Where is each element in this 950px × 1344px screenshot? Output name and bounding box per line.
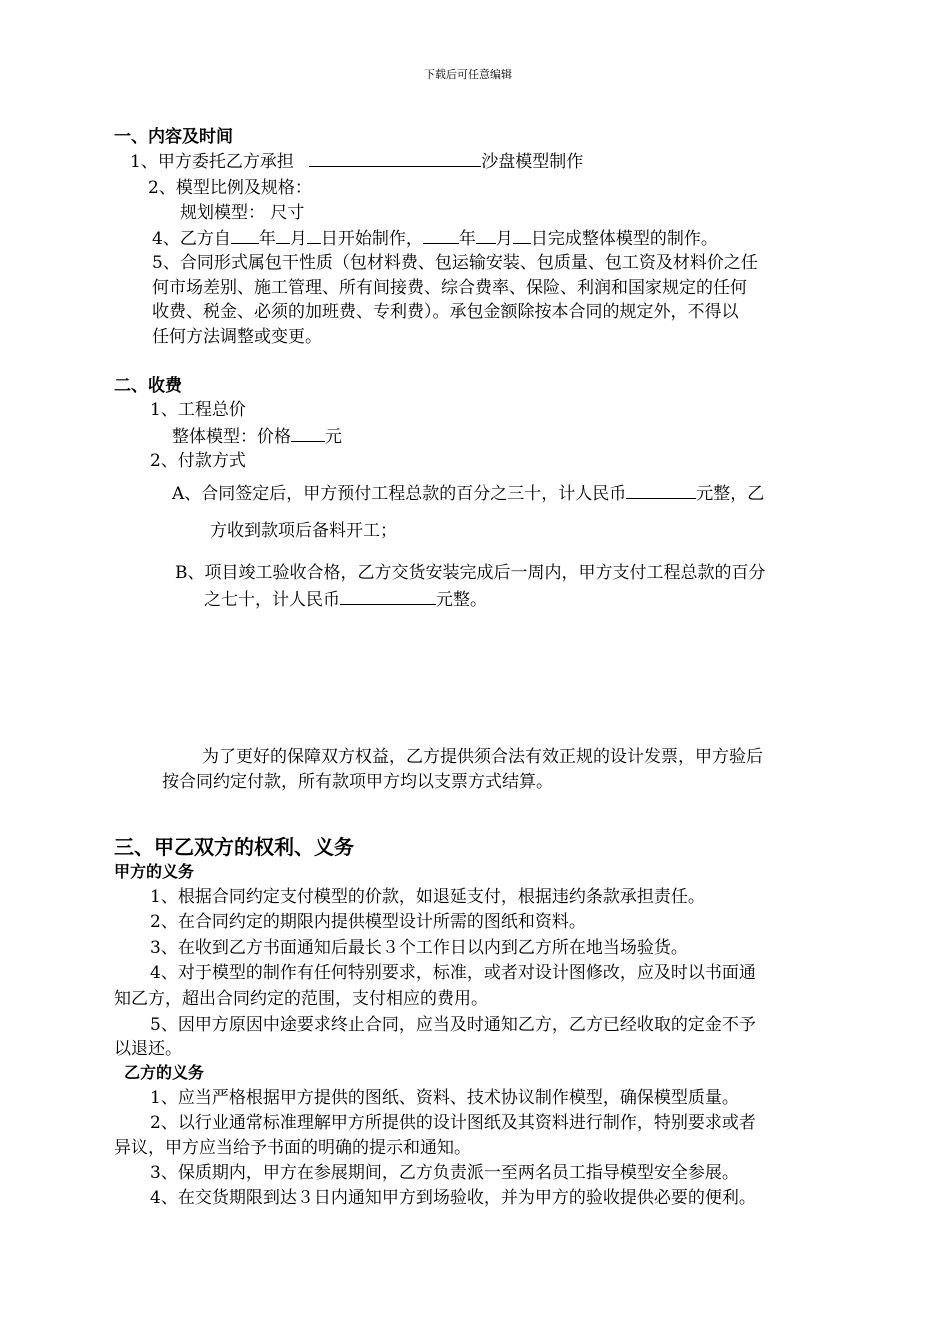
sec2-item1: 1、工程总价 (150, 400, 246, 420)
sec1-item2: 2、模型比例及规格： (148, 178, 312, 198)
party-b-item2-line1: 2、以行业通常标准理解甲方所提供的设计图纸及其资料进行制作，特别要求或者 (150, 1113, 756, 1133)
party-a-item4-line2: 知乙方，超出合同约定的范围，支付相应的费用。 (114, 989, 488, 1009)
fill-blank-project (309, 149, 481, 167)
party-b-item2-line2: 异议，甲方应当给予书面的明确的提示和通知。 (114, 1138, 471, 1158)
sec2-note-line2: 按合同约定付款，所有款项甲方均以支票方式结算。 (162, 772, 553, 792)
fill-blank-advance-amount (626, 481, 696, 499)
sec1-item1-text-b: 沙盘模型制作 (481, 152, 584, 172)
sec2-price-unit: 元 (325, 427, 342, 447)
fill-blank-end-year (423, 226, 459, 244)
sec2-item2: 2、付款方式 (150, 451, 246, 471)
section-3-title: 三、甲乙双方的权利、义务 (114, 835, 354, 859)
sec2-note-line1: 为了更好的保障双方权益，乙方提供须合法有效正规的设计发票，甲方验后 (202, 747, 763, 767)
party-b-item3: 3、保质期内，甲方在参展期间，乙方负责派一至两名员工指导模型安全参展。 (150, 1163, 739, 1183)
fill-blank-end-month (476, 226, 496, 244)
fill-blank-total-price (291, 424, 325, 442)
party-a-item4-line1: 4、对于模型的制作有任何特别要求，标准，或者对设计图修改，应及时以书面通 (150, 963, 756, 983)
sec1-item5-line3: 收费、税金、必须的加班费、专利费）。承包金额除按本合同的规定外，不得以 (152, 302, 739, 322)
sec2-item1-sub (172, 424, 342, 449)
sec1-item5-line2: 何市场差别、施工管理、所有间接费、综合费率、保险、利润和国家规定的任何 (152, 278, 747, 298)
party-a-item3: 3、在收到乙方书面通知后最长３个工作日以内到乙方所在地当场验货。 (150, 938, 688, 958)
page-header-note: 下载后可任意编辑 (424, 68, 512, 81)
sec2-price-label: 整体模型：价格 (172, 427, 291, 447)
section-2-title: 二、收费 (114, 376, 182, 396)
party-a-item5-line2: 以退还。 (114, 1039, 182, 1059)
sec1-item4-end-year-label: 年 (458, 229, 476, 249)
sec1-item4-text-a: 4、乙方自 (152, 229, 231, 249)
sec1-item5-line4: 任何方法调整或变更。 (152, 327, 322, 347)
party-a-item5-line1: 5、因甲方原因中途要求终止合同，应当及时通知乙方，乙方已经收取的定金不予 (150, 1015, 756, 1035)
fill-blank-final-amount (340, 587, 436, 605)
sec2-itemB-text-a: 之七十，计人民币 (204, 590, 340, 610)
party-b-item4: 4、在交货期限到达３日内通知甲方到场验收，并为甲方的验收提供必要的便利。 (150, 1188, 756, 1208)
sec1-item5-line1: 5、合同形式属包干性质（包材料费、包运输安装、包质量、包工资及材料价之任 (152, 253, 758, 273)
sec1-item2-sub: 规划模型： 尺寸 (180, 203, 305, 223)
sec2-itemA-text-a: A、合同签定后，甲方预付工程总款的百分之三十，计人民币 (172, 484, 627, 504)
sec2-itemB-text-b: 元整。 (436, 590, 487, 610)
sec1-item1 (130, 149, 583, 174)
sec2-itemA-line2: 方收到款项后备料开工； (210, 521, 397, 541)
party-b-item1: 1、应当严格根据甲方提供的图纸、资料、技术协议制作模型，确保模型质量。 (150, 1088, 739, 1108)
sec2-itemB-line2 (204, 587, 487, 612)
party-a-item1: 1、根据合同约定支付模型的价款，如退延支付，根据违约条款承担责任。 (150, 887, 705, 907)
sec2-itemA-line1 (172, 481, 764, 506)
fill-blank-start-year (231, 226, 259, 244)
sec1-item1-text-a: 1、甲方委托乙方承担 (130, 152, 294, 172)
party-a-item2: 2、在合同约定的期限内提供模型设计所需的图纸和资料。 (150, 912, 586, 932)
fill-blank-start-day (307, 226, 321, 244)
sec1-item4-start-text: 日开始制作， (320, 229, 423, 249)
sec2-itemB-line1: B、项目竣工验收合格，乙方交货安装完成后一周内，甲方支付工程总款的百分 (175, 563, 766, 583)
sec2-itemA-text-b: 元整，乙 (696, 484, 765, 504)
sec1-item4 (152, 226, 718, 251)
sec1-item4-year-label: 年 (258, 229, 276, 249)
sec1-item4-end-month-label: 月 (495, 229, 513, 249)
party-b-obligations-title: 乙方的义务 (124, 1063, 205, 1082)
fill-blank-end-day (513, 226, 531, 244)
sec1-item4-month-label: 月 (289, 229, 307, 249)
sec1-item4-end-text: 日完成整体模型的制作。 (530, 229, 718, 249)
fill-blank-start-month (276, 226, 290, 244)
party-a-obligations-title: 甲方的义务 (114, 862, 195, 881)
section-1-title: 一、内容及时间 (114, 127, 233, 147)
